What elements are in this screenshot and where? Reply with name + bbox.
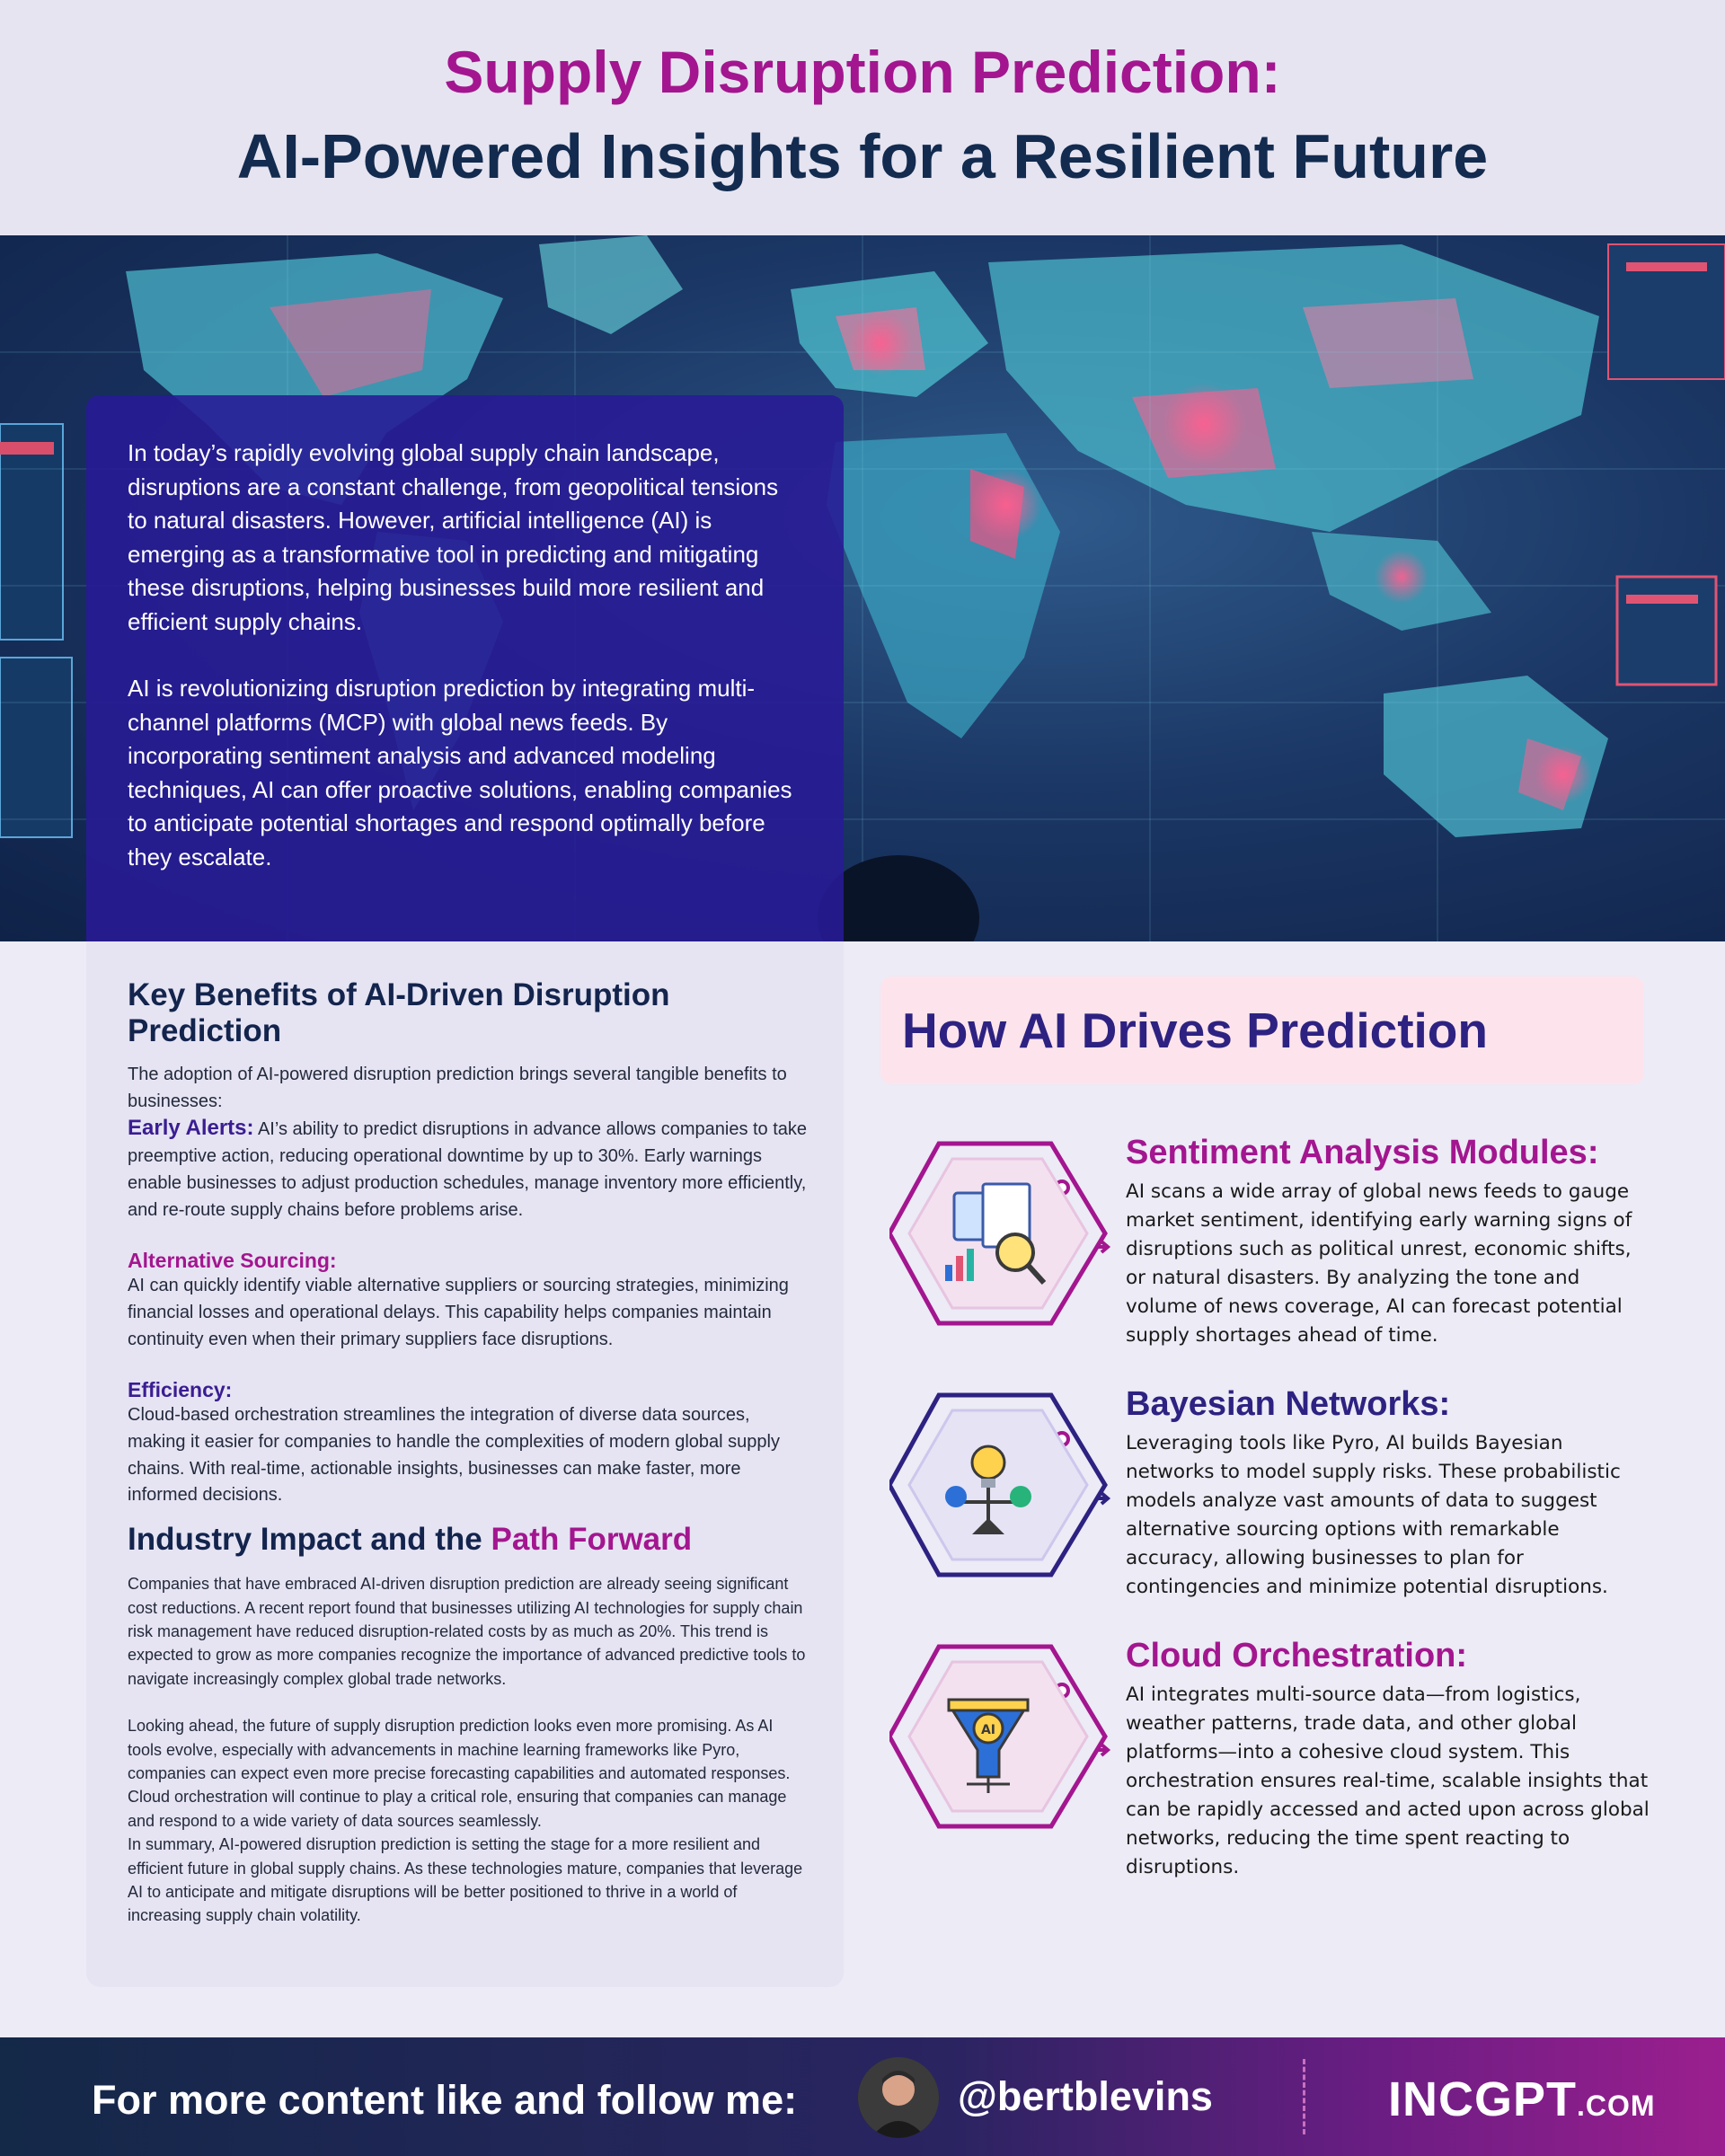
footer-cta: For more content like and follow me: bbox=[92, 2077, 798, 2123]
impact-paragraph-2: Looking ahead, the future of supply disruption prediction looks even more promising. As AI tools evolve, especially with advancements in machine learning frameworks like Pyro, companies can expect even more precise forecasting capabilities and automated responses. Cloud orchestration will continue to play a critical role, ensuring that companies can manage and respond to a wide variety of data sources seamlessly. bbox=[128, 1717, 791, 1830]
idea-balance-icon bbox=[889, 1391, 1114, 1579]
early-alerts-heading: Early Alerts: bbox=[128, 1116, 254, 1141]
feature-sentiment-text: AI scans a wide array of global news feeds to gauge market sentiment, identifying early warning signs of disruptions such as political unrest, economic shifts, or natural disasters. By analyzing the tone and volume of news coverage, AI can forecast potential supply shortages ahead of time. bbox=[1126, 1180, 1632, 1347]
footer-handle[interactable]: @bertblevins bbox=[958, 2073, 1213, 2119]
page-header bbox=[0, 0, 1725, 235]
feature-bayesian-title: Bayesian Networks: bbox=[1126, 1385, 1451, 1423]
feature-bayesian bbox=[1126, 1385, 1656, 1602]
footer-divider bbox=[1303, 2059, 1305, 2134]
alt-sourcing-heading: Alternative Sourcing: bbox=[128, 1249, 337, 1273]
feature-bayesian-text: Leveraging tools like Pyro, AI builds Bayesian networks to model supply risks. These probabilistic models analyze vast amounts of data to suggest alternative sourcing options with remarkable accuracy, allowing businesses to plan for contingencies and minimize potential disruptions. bbox=[1126, 1432, 1621, 1598]
how-ai-title-box bbox=[880, 976, 1644, 1084]
footer-banner bbox=[0, 2037, 1725, 2156]
impact-title bbox=[128, 1522, 811, 1558]
feature-sentiment bbox=[1126, 1134, 1656, 1350]
benefits-panel bbox=[86, 941, 844, 1987]
early-alerts-text: AI’s ability to predict disruptions in advance allows companies to take preemptive action, reducing operational downtime by up to 30%. Early warnings enable businesses to adjust production schedules, manage inventory more efficiently, and re-route supply chains before problems arise. bbox=[128, 1119, 808, 1220]
early-alerts-item bbox=[128, 1115, 811, 1224]
impact-paragraph-1: Companies that have embraced AI-driven disruption prediction are already seeing significant cost reductions. A recent report found that businesses utilizing AI technologies for supply chain risk management have reduced disruption-related costs by as much as 20%. This trend is expected to grow as more companies recognize the importance of advanced predictive tools to navigate increasingly complex global trade networks. bbox=[128, 1575, 806, 1688]
feature-sentiment-title: Sentiment Analysis Modules: bbox=[1126, 1134, 1599, 1171]
svg-text:AI: AI bbox=[980, 1723, 996, 1737]
avatar bbox=[858, 2057, 939, 2138]
impact-title-prefix: Industry Impact and the bbox=[128, 1522, 491, 1558]
impact-paragraph-3: In summary, AI-powered disruption prediction is setting the stage for a more resilient and efficient future in global supply chains. As these technologies mature, companies that leverage AI to anticipate and mitigate disruptions will be better positioned to thrive in a world of increasing supply chain volatility. bbox=[128, 1835, 803, 1925]
intro-box bbox=[86, 395, 844, 941]
efficiency-heading: Efficiency: bbox=[128, 1378, 233, 1402]
benefits-title: Key Benefits of AI-Driven Disruption Prediction bbox=[128, 977, 670, 1048]
incgpt-logo[interactable]: INCGPT.COM bbox=[1388, 2072, 1656, 2126]
report-analysis-icon bbox=[889, 1139, 1114, 1328]
feature-cloud-title: Cloud Orchestration: bbox=[1126, 1637, 1468, 1674]
ai-funnel-icon bbox=[889, 1642, 1114, 1831]
alt-sourcing-text: AI can quickly identify viable alternative suppliers or sourcing strategies, minimizing financial losses and operational delays. This capability helps companies maintain continuity even when their primary suppliers face disruptions. bbox=[128, 1276, 789, 1349]
title-line-2: AI-Powered Insights for a Resilient Future bbox=[236, 121, 1489, 191]
intro-paragraph-2: AI is revolutionizing disruption prediction by integrating multi-channel platforms (MCP) with global news feeds. By incorporating sentiment analysis and advanced modeling techniques, AI can offer proactive solutions, enabling companies to anticipate potential shortages and respond optimally before they escalate. bbox=[128, 675, 792, 870]
benefits-lead: The adoption of AI-powered disruption prediction brings several tangible benefits to businesses: bbox=[128, 1065, 787, 1111]
feature-cloud-text: AI integrates multi-source data—from logistics, weather patterns, trade data, and other global platforms—into a cohesive cloud system. This orchestration ensures real-time, scalable insights that can be rapidly accessed and acted upon across global networks, reducing the time spent reacting to disruptions. bbox=[1126, 1683, 1650, 1878]
world-map-hero bbox=[0, 235, 1725, 941]
efficiency-text: Cloud-based orchestration streamlines the integration of diverse data sources, making it easier for companies to handle the complexities of modern global supply chains. With real-time, actionable insights, businesses can make faster, more informed decisions. bbox=[128, 1405, 780, 1506]
feature-cloud bbox=[1126, 1637, 1656, 1882]
impact-title-highlight: Path Forward bbox=[491, 1522, 693, 1558]
title-line-1: Supply Disruption Prediction: bbox=[444, 39, 1281, 105]
how-ai-title: How AI Drives Prediction bbox=[902, 1003, 1488, 1058]
intro-paragraph-1: In today’s rapidly evolving global supply chain landscape, disruptions are a constant challenge, from geopolitical tensions to natural disasters. However, artificial intelligence (AI) is emerging as a transformative tool in predicting and mitigating these disruptions, helping businesses build more resilient and efficient supply chains. bbox=[128, 439, 779, 635]
